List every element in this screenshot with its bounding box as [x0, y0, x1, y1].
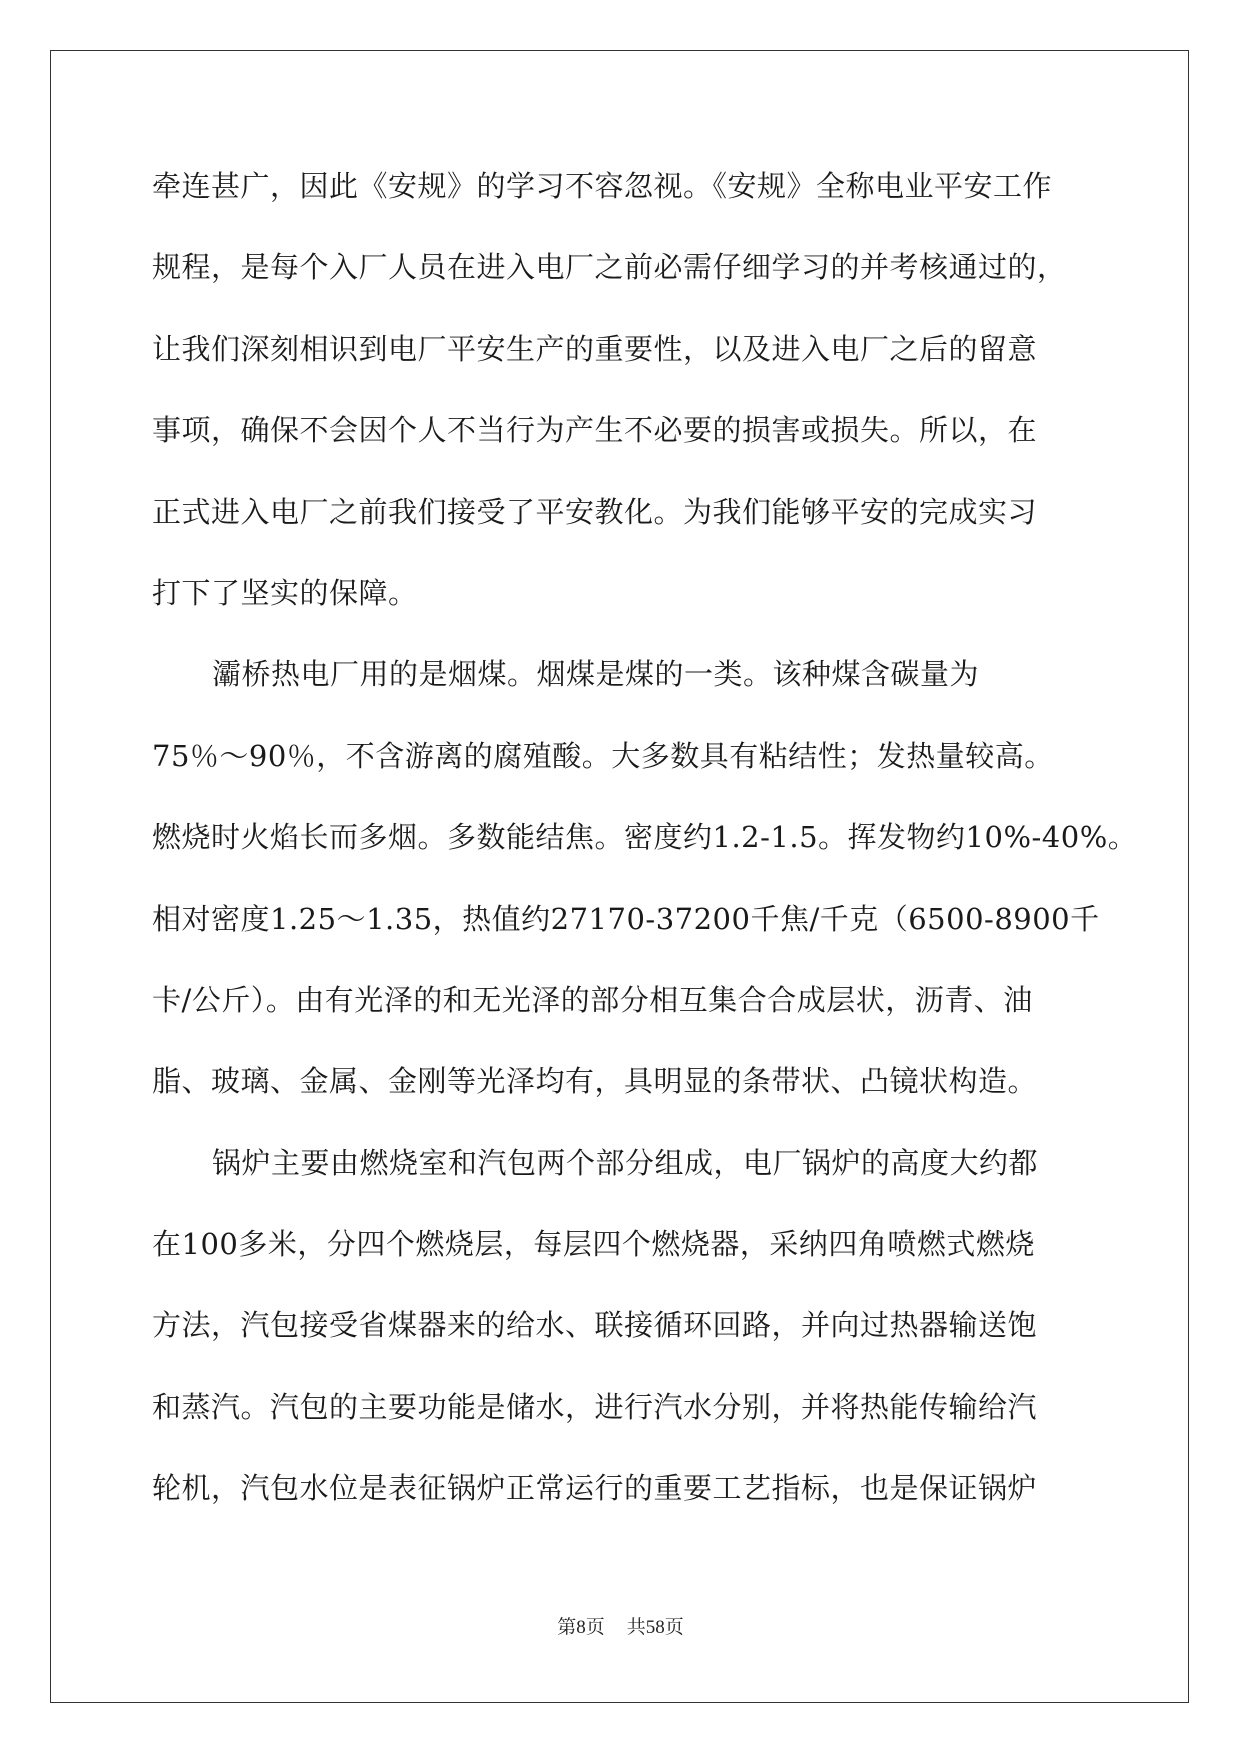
text-line: 75％～90％，不含游离的腐殖酸。大多数具有粘结性；发热量较高。: [152, 738, 1054, 773]
page-number: 第8页: [557, 1617, 605, 1638]
text-line: 方法，汽包接受省煤器来的给水、联接循环回路，并向过热器输送饱: [152, 1308, 1038, 1343]
text-line: 正式进入电厂之前我们接受了平安教化。为我们能够平安的完成实习: [152, 494, 1038, 529]
text-line: 和蒸汽。汽包的主要功能是储水，进行汽水分别，并将热能传输给汽: [152, 1389, 1038, 1424]
document-body: [152, 163, 1138, 1547]
text-line: 燃烧时火焰长而多烟。多数能结焦。密度约1.2-1.5。挥发物约10%-40%。: [152, 820, 1138, 855]
text-line: 脂、玻璃、金属、金刚等光泽均有，具明显的条带状、凸镜状构造。: [152, 1064, 1038, 1099]
page-footer: [0, 1612, 1241, 1639]
text-line: 事项，确保不会因个人不当行为产生不必要的损害或损失。所以，在: [152, 413, 1038, 448]
paragraph-first-line: 灞桥热电厂用的是烟煤。烟煤是煤的一类。该种煤含碳量为: [212, 657, 980, 692]
paragraph-first-line: 锅炉主要由燃烧室和汽包两个部分组成，电厂锅炉的高度大约都: [212, 1145, 1039, 1180]
text-line: 让我们深刻相识到电厂平安生产的重要性，以及进入电厂之后的留意: [152, 331, 1038, 366]
text-line: 卡/公斤）。由有光泽的和无光泽的部分相互集合合成层状，沥青、油: [152, 982, 1033, 1017]
text-line: 在100多米，分四个燃烧层，每层四个燃烧器，采纳四角喷燃式燃烧: [152, 1227, 1035, 1262]
text-line: 打下了坚实的保障。: [152, 575, 418, 610]
page-total: 共58页: [626, 1617, 684, 1638]
text-line: 牵连甚广，因此《安规》的学习不容忽视。《安规》全称电业平安工作: [152, 169, 1053, 203]
text-line: 规程，是每个入厂人员在进入电厂之前必需仔细学习的并考核通过的，: [152, 250, 1067, 285]
text-line: 轮机，汽包水位是表征锅炉正常运行的重要工艺指标，也是保证锅炉: [152, 1471, 1038, 1506]
text-line: 相对密度1.25～1.35，热值约27170-37200千焦/千克（6500-8900千: [152, 901, 1100, 936]
